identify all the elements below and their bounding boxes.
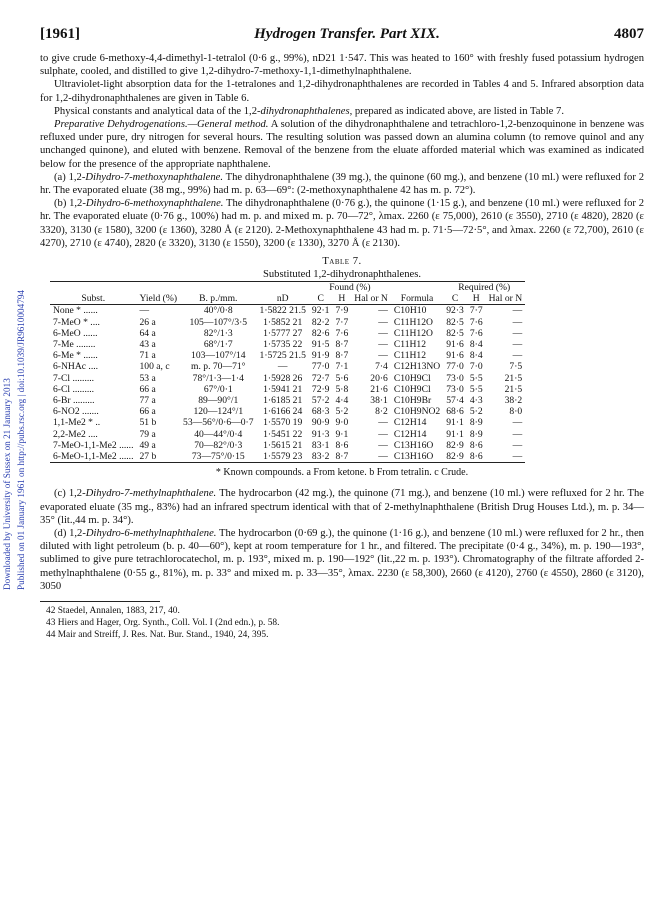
table-cell: 66 a: [139, 406, 156, 418]
table-cell: 5·5: [469, 383, 483, 395]
table-cell: 1·5735 22: [263, 339, 303, 351]
table-cell: 7·6: [469, 327, 483, 339]
table-cell: 8·9: [469, 417, 483, 429]
table-cell: —: [277, 361, 288, 373]
table-cell: —: [378, 316, 388, 328]
table-cell: 26 a: [139, 316, 156, 328]
table-cell: C12H14: [393, 417, 427, 429]
paragraph-b: (b) 1,2-Dihydro-6-methoxynaphthalene. The dihydronaphthalene (0·76 g.), the quinone (1·15 g.), and benzene (10 ml.) were refluxed for 2 hr. The evaporated eluate (0·76 g., 100%) had m. p. and mixed m. p. 70—72°, λmax. 2260 (ε 75,000), 2610 (ε 3550), 2710 (ε 4820), 2820 (ε 3320), 3130 (ε 1580), 3200 (ε 1360), 3280 Å (ε 2120). 2-Methoxynaphthalene 43 had m. p. 71·5—72·5°, and λmax. 2260 (ε 72,700), 2610 (ε 4270), 2710 (ε 4740), 2820 (ε 3320), 3130 (ε 1550), 3200 (ε 1330), 3270 Å (ε 2130).: [40, 198, 644, 249]
table-cell: C12H14: [393, 428, 427, 440]
paragraph-c: (c) 1,2-Dihydro-7-methylnaphthalene. The hydrocarbon (42 mg.), the quinone (71 mg.), and benzene (10 ml.) were refluxed for 2 hr. The evaporated eluate (35 mg., 83%) had an infrared spectrum identical with that of 2-methylnaphthalene (British Drug Houses Ltd.), m. p. 34—35° (lit.,44 m. p. 34°).: [40, 488, 644, 526]
table-cell: 82·9: [446, 439, 464, 451]
table-cell: 53—56°/0·6—0·7: [183, 417, 254, 429]
table-cell: 72·7: [311, 372, 330, 384]
paragraph-d: (d) 1,2-Dihydro-6-methylnaphthalene. The hydrocarbon (0·69 g.), the quinone (1·16 g.), and benzene (10 ml.) were refluxed for 2 hr., then diluted with light petroleum (b. p. 40—60°), kept at room temperature for 1 hr., and filtered. The precipitate (0·4 g., 34%), m. p. 190—193°, sublimed to give pure tetrachlorocatechol, m. p. 193°, mixed m. p. 190—192° (lit.,22 m. p. 193°). Chromatography of the filtrate afforded 2-methylnaphthalene (0·55 g., 81%), m. p. 33° and mixed m. p. 33—35°, λmax. 2230 (ε 58,300), 2660 (ε 4120), 2760 (ε 4550), 2860 (ε 3120), 3050: [40, 527, 644, 592]
table-cell: 89—90°/1: [198, 395, 239, 407]
column-header: C: [317, 293, 324, 305]
table-cell: 73—75°/0·15: [191, 451, 245, 463]
table-cell: 21·6: [370, 383, 388, 395]
running-header: [40, 26, 644, 43]
table-cell: 5·5: [469, 372, 483, 384]
table-cell: 67°/0·1: [203, 383, 233, 395]
table-cell: 1,1-Me2 * ..: [53, 417, 101, 429]
table-cell: 91·1: [446, 417, 464, 429]
table-cell: 7-Cl .........: [53, 372, 95, 384]
footnote: 42 Staedel, Annalen, 1883, 217, 40.: [46, 605, 180, 616]
table-cell: 1·5615 21: [263, 439, 303, 451]
table-cell: 8·7: [335, 339, 349, 351]
table-cell: —: [378, 339, 388, 351]
table-row: [50, 417, 525, 428]
table-cell: —: [512, 417, 523, 429]
table-cell: C10H9Cl: [393, 372, 431, 384]
column-header: Hal or N: [354, 293, 388, 305]
table-cell: 82°/1·3: [203, 327, 233, 339]
table-cell: —: [378, 305, 388, 317]
table-caption: [40, 255, 644, 281]
table-cell: 82·5: [446, 327, 464, 339]
table-cell: 7·1: [335, 361, 349, 373]
table-cell: 6-MeO ......: [53, 327, 98, 339]
table-cell: —: [512, 428, 523, 440]
column-header: Hal or N: [488, 293, 523, 305]
table-label: Table 7.: [322, 256, 362, 268]
table-row: [50, 395, 525, 406]
table-cell: —: [378, 439, 388, 451]
column-header: Yield (%): [139, 293, 178, 305]
found-header: Found (%): [329, 282, 371, 294]
table-cell: 7-Me ........: [53, 339, 96, 351]
table-cell: 5·8: [335, 383, 349, 395]
table-cell: 77·0: [311, 361, 330, 373]
table-cell: 57·2: [311, 395, 330, 407]
table-cell: C13H16O: [393, 439, 434, 451]
watermark-published: Published on 01 January 1961 on http://pubs.rsc.org | doi:10.1039/JR9610004794: [16, 289, 26, 590]
table-cell: 68·3: [311, 406, 330, 418]
table-cell: 91·3: [311, 428, 330, 440]
column-header: H: [472, 293, 480, 305]
table-cell: m. p. 70—71°: [191, 361, 246, 373]
table-cell: 8·4: [469, 350, 483, 362]
table-cell: 21·5: [504, 372, 523, 384]
required-header: Required (%): [458, 282, 511, 294]
table-cell: 6-Cl .........: [53, 383, 95, 395]
table-cell: —: [378, 428, 388, 440]
table-cell: 70—82°/0·3: [194, 439, 243, 451]
column-header: H: [338, 293, 346, 305]
table-cell: 1·5570 19: [263, 417, 303, 429]
table-cell: 68·6: [446, 406, 464, 418]
table-cell: 8·0: [509, 406, 523, 418]
table-cell: 5·2: [335, 406, 349, 418]
table-cell: —: [512, 316, 523, 328]
table-cell: 8·6: [469, 439, 483, 451]
table-cell: 72·9: [311, 383, 330, 395]
table-cell: 1·5579 23: [263, 451, 303, 463]
table-cell: 7·6: [335, 327, 349, 339]
column-header: nD: [276, 293, 289, 305]
table-cell: 83·1: [311, 439, 330, 451]
table-row: [50, 350, 525, 361]
table-cell: 1·5822 21.5: [259, 305, 306, 317]
table-cell: 7-MeO-1,1-Me2 ......: [53, 439, 134, 451]
table-cell: C11H12: [393, 339, 427, 351]
table-row: [50, 384, 525, 395]
table-row: [50, 406, 525, 417]
paragraph-a: (a) 1,2-Dihydro-7-methoxynaphthalene. The dihydronaphthalene (39 mg.), the quinone (60 mg.), and benzene (10 ml.) were refluxed for 2 hr. The evaporated eluate (38 mg., 99%) had m. p. 63—69°: (2-methoxynaphthalene 42 has m. p. 72°).: [40, 171, 645, 197]
table-cell: —: [378, 327, 388, 339]
table-cell: 7·5: [509, 361, 523, 373]
table-cell: 7·9: [335, 305, 349, 317]
table-cell: C10H10: [393, 305, 427, 317]
table-cell: 90·9: [311, 417, 330, 429]
table-cell: 91·5: [311, 339, 330, 351]
table-cell: 27 b: [139, 451, 157, 463]
table-cell: C12H13NO: [393, 361, 441, 373]
table-cell: 8·6: [335, 439, 349, 451]
table-cell: 68°/1·7: [203, 339, 233, 351]
table-cell: 38·2: [504, 395, 523, 407]
table-cell: 79 a: [139, 428, 156, 440]
column-headers: [50, 293, 525, 305]
table-cell: 8·9: [469, 428, 483, 440]
table-cell: 6-Br .........: [53, 395, 95, 407]
table-cell: 40°/0·8: [203, 305, 233, 317]
table-cell: 1·5725 21.5: [259, 350, 306, 362]
table-cell: 73·0: [446, 372, 464, 384]
table-row: [50, 339, 525, 350]
table-cell: 38·1: [370, 395, 388, 407]
table-cell: C10H9Br: [393, 395, 432, 407]
table-cell: 6-NHAc ....: [53, 361, 99, 373]
table-cell: 77·0: [446, 361, 464, 373]
table-cell: 91·9: [311, 350, 330, 362]
table-cell: 2,2-Me2 ....: [53, 428, 98, 440]
table-cell: 49 a: [139, 439, 156, 451]
column-header: B. p./mm.: [199, 293, 238, 305]
table-cell: 8·4: [469, 339, 483, 351]
table-cell: 92·3: [446, 305, 464, 317]
footnotes: [40, 605, 644, 641]
table-cell: 105—107°/3·5: [189, 316, 248, 328]
table-cell: —: [512, 327, 523, 339]
table-row: [50, 328, 525, 339]
table-cell: 64 a: [139, 327, 156, 339]
table-cell: 82·6: [311, 327, 330, 339]
journal-page: [40, 26, 644, 641]
table-row: [50, 317, 525, 328]
column-header: C: [451, 293, 459, 305]
table-cell: 7·7: [335, 316, 349, 328]
paragraph-general-method: Preparative Dehydrogenations.—General method. A solution of the dihydronaphthalene and tetrachloro-1,2-benzoquinone in benzene was refluxed under pure, dry nitrogen for several hours. The resulting solution was passed down an alumina column (to remove quinol and any unchanged quinone), and eluted with benzene. Removal of the benzene from the eluate afforded material which was examined as indicated below for the presence of the appropriate naphthalene.: [40, 119, 644, 170]
table-row: [50, 451, 525, 463]
table-cell: 5·6: [335, 372, 349, 384]
table-cell: 91·1: [446, 428, 464, 440]
table-cell: 40—44°/0·4: [194, 428, 243, 440]
table-row: [50, 440, 525, 451]
table-cell: 71 a: [139, 350, 156, 362]
table-cell: 77 a: [139, 395, 156, 407]
table-cell: 7·6: [469, 316, 483, 328]
table-cell: C11H12O: [393, 327, 433, 339]
table-row: [50, 361, 525, 372]
download-watermark: [2, 190, 32, 590]
table-row: [50, 429, 525, 440]
table-cell: 7·0: [469, 361, 483, 373]
paragraph-tetralol: to give crude 6-methoxy-4,4-dimethyl-1-tetralol (0·6 g., 99%), nD21 1·547. This was heated to 160° with freshly fused potassium hydrogen sulphate, cooled, and distilled to give 1,2-dihydro-7-methoxy-1,1-dimethylnaphthalene.: [40, 53, 644, 78]
table-cell: 8·2: [375, 406, 388, 418]
table-cell: 51 b: [139, 417, 157, 429]
table-cell: 5·2: [469, 406, 483, 418]
table-cell: 1·5852 21: [263, 316, 303, 328]
table-cell: 1·6166 24: [263, 406, 303, 418]
table-cell: 7·4: [375, 361, 388, 373]
table-cell: —: [378, 350, 388, 362]
table-cell: 91·6: [446, 339, 464, 351]
table-cell: 1·6185 21: [263, 395, 303, 407]
table-cell: 9·1: [335, 428, 349, 440]
table-cell: 4·4: [335, 395, 349, 407]
table-cell: 91·6: [446, 350, 464, 362]
table-body: [50, 305, 525, 463]
table-cell: —: [378, 417, 388, 429]
table-cell: 73·0: [446, 383, 464, 395]
table-cell: 6-MeO-1,1-Me2 ......: [53, 451, 134, 463]
header-page-number: 4807: [614, 26, 644, 42]
table-row: [50, 373, 525, 384]
table-cell: 103—107°/14: [191, 350, 246, 362]
table-cell: 100 a, c: [139, 361, 170, 373]
table-cell: 43 a: [139, 339, 156, 351]
footnote: 44 Mair and Streiff, J. Res. Nat. Bur. Stand., 1940, 24, 395.: [46, 629, 269, 640]
table-cell: 7-MeO * ....: [53, 316, 100, 328]
table-row: [50, 305, 525, 317]
footnote-rule: [40, 601, 160, 602]
table-cell: —: [139, 305, 150, 317]
table-cell: C13H16O: [393, 451, 434, 463]
paragraph-physical-constants: Physical constants and analytical data of the 1,2-dihydronaphthalenes, prepared as indicated above, are listed in Table 7.: [54, 105, 564, 117]
table-cell: 83·2: [311, 451, 330, 463]
table-cell: C10H9Cl: [393, 383, 431, 395]
header-year: [1961]: [40, 26, 80, 42]
table-cell: 6-NO2 .......: [53, 406, 99, 418]
table-cell: 1·5451 22: [263, 428, 303, 440]
table-cell: —: [512, 350, 523, 362]
table-cell: —: [378, 451, 388, 463]
table-cell: 92·1: [311, 305, 330, 317]
table-cell: C10H9NO2: [393, 406, 441, 418]
table-cell: C11H12: [393, 350, 427, 362]
table-cell: 1·5777 27: [263, 327, 303, 339]
footnote: 43 Hiers and Hager, Org. Synth., Coll. Vol. I (2nd edn.), p. 58.: [46, 617, 280, 628]
table-notes: * Known compounds. a From ketone. b From tetralin. c Crude.: [215, 467, 469, 479]
table-cell: —: [512, 439, 523, 451]
table-cell: 8·7: [335, 451, 349, 463]
paragraph-uv-data: Ultraviolet-light absorption data for the 1-tetralones and 1,2-dihydronaphthalenes are recorded in Tables 4 and 5. Infrared absorption data for 1,2-dihydronaphthalenes are given in Table 6.: [40, 79, 644, 104]
column-header: Formula: [400, 293, 434, 305]
table-cell: 120—124°/1: [193, 406, 244, 418]
table-cell: 21·5: [504, 383, 523, 395]
table-cell: 7·7: [469, 305, 483, 317]
table-cell: 82·2: [311, 316, 330, 328]
table-cell: —: [512, 305, 523, 317]
table-cell: C11H12O: [393, 316, 433, 328]
table-cell: 57·4: [446, 395, 464, 407]
table-cell: —: [512, 339, 523, 351]
table-cell: 66 a: [139, 383, 156, 395]
table-cell: 1·5941 21: [263, 383, 303, 395]
table-cell: 82·9: [446, 451, 464, 463]
table-cell: —: [512, 451, 523, 463]
table-cell: 53 a: [139, 372, 156, 384]
table-cell: 8·7: [335, 350, 349, 362]
table-cell: 82·5: [446, 316, 464, 328]
table-cell: 20·6: [370, 372, 388, 384]
table-cell: 9·0: [335, 417, 349, 429]
table-cell: 4·3: [469, 395, 483, 407]
table-title: Substituted 1,2-dihydronaphthalenes.: [262, 269, 421, 281]
watermark-downloaded: Downloaded by University of Sussex on 21 January 2013: [2, 378, 12, 590]
table-cell: 78°/1·3—1·4: [192, 372, 244, 384]
header-title: Hydrogen Transfer. Part XIX.: [254, 26, 440, 42]
table-cell: 6-Me * ......: [53, 350, 98, 362]
column-header: Subst.: [81, 293, 106, 305]
table-cell: 8·6: [469, 451, 483, 463]
data-table: [50, 281, 525, 463]
table-cell: 1·5928 26: [263, 372, 303, 384]
table-cell: None * ......: [53, 305, 98, 317]
